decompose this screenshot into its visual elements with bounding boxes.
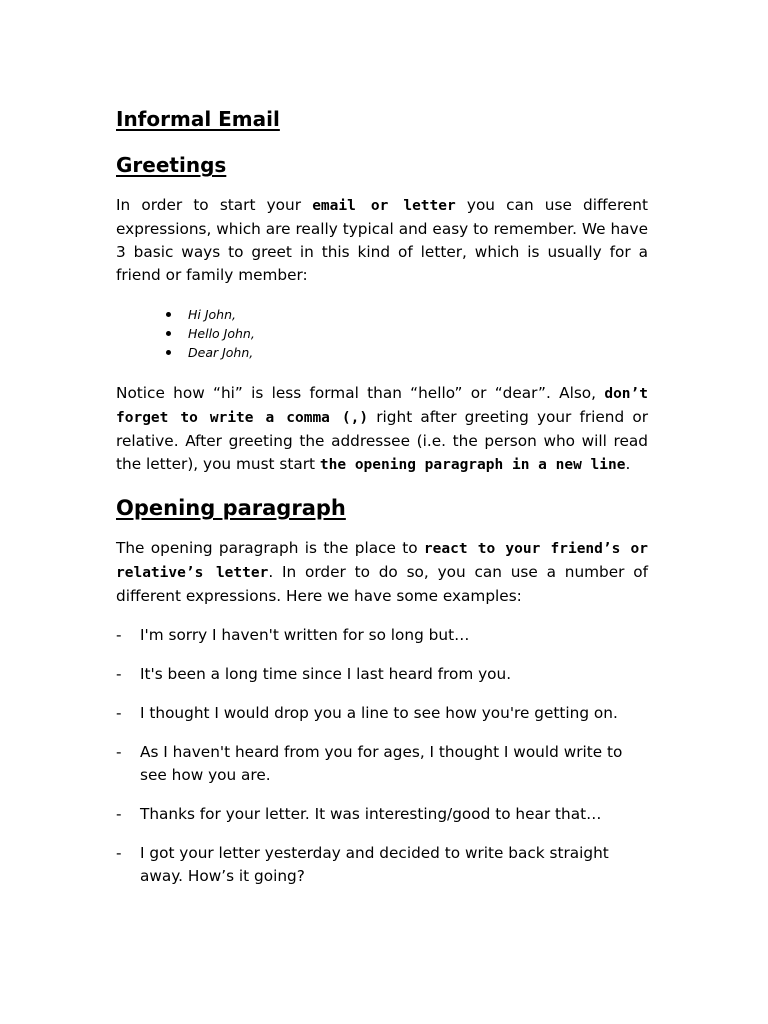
list-item-text: Thanks for your letter. It was interesting/good to hear that…: [140, 805, 602, 823]
list-item: [188, 305, 648, 324]
text-run: .: [625, 455, 631, 473]
list-item-text: I thought I would drop you a line to see how you're getting on.: [140, 704, 618, 722]
opening-paragraph-heading: Opening paragraph: [116, 496, 346, 520]
text-run: The opening paragraph is the place to: [116, 539, 424, 557]
dash-marker: -: [116, 626, 122, 644]
bullet-icon: [166, 350, 171, 355]
list-item-text: It's been a long time since I last heard from you.: [140, 665, 512, 683]
list-item: [188, 324, 648, 343]
dash-marker: -: [116, 743, 122, 761]
bold-phrase: react to your friend’s or relative’s letter: [116, 541, 648, 581]
list-item: [116, 803, 648, 826]
greetings-heading: Greetings: [116, 153, 227, 177]
dash-marker: -: [116, 665, 122, 683]
list-item: [116, 741, 648, 787]
list-item: [188, 343, 648, 362]
greetings-intro-paragraph: [116, 194, 648, 287]
opening-intro-paragraph: [116, 537, 648, 608]
bullet-icon: [166, 312, 171, 317]
list-item-text: Dear John,: [188, 345, 254, 360]
document-title: Informal Email: [116, 107, 280, 131]
dash-marker: -: [116, 704, 122, 722]
dash-marker: -: [116, 805, 122, 823]
greeting-examples-list: [116, 305, 648, 362]
text-run: . In order to do so, you can use a number of different expressions. Here we have some examples:: [116, 563, 648, 605]
text-run: right after greeting your friend or relative. After greeting the addressee (i.e. the person who will read the letter), you must start: [116, 408, 649, 473]
list-item: [116, 702, 648, 725]
opening-examples-list: [116, 624, 648, 888]
dash-marker: -: [116, 844, 122, 862]
list-item: [116, 842, 648, 888]
bold-phrase: email or letter: [312, 198, 456, 214]
bold-phrase: don’t forget to write a comma (,): [116, 386, 648, 426]
text-run: you can use different expressions, which are really typical and easy to remember. We have 3 basic ways to greet in this kind of letter, which is usually for a friend or family member:: [116, 196, 648, 284]
list-item-text: As I haven't heard from you for ages, I thought I would write to see how you are.: [140, 743, 623, 784]
text-run: In order to start your: [116, 196, 313, 214]
list-item: [116, 624, 648, 647]
list-item-text: Hi John,: [188, 307, 236, 322]
list-item-text: Hello John,: [188, 326, 255, 341]
list-item-text: I'm sorry I haven't written for so long but…: [140, 626, 470, 644]
bullet-icon: [166, 331, 171, 336]
greetings-note-paragraph: [116, 382, 648, 477]
bold-phrase: the opening paragraph in a new line: [319, 457, 626, 473]
list-item-text: I got your letter yesterday and decided to write back straight away. How’s it going?: [140, 844, 609, 885]
text-run: Notice how “hi” is less formal than “hello” or “dear”. Also,: [116, 384, 605, 402]
document-page: [116, 104, 648, 888]
list-item: [116, 663, 648, 686]
